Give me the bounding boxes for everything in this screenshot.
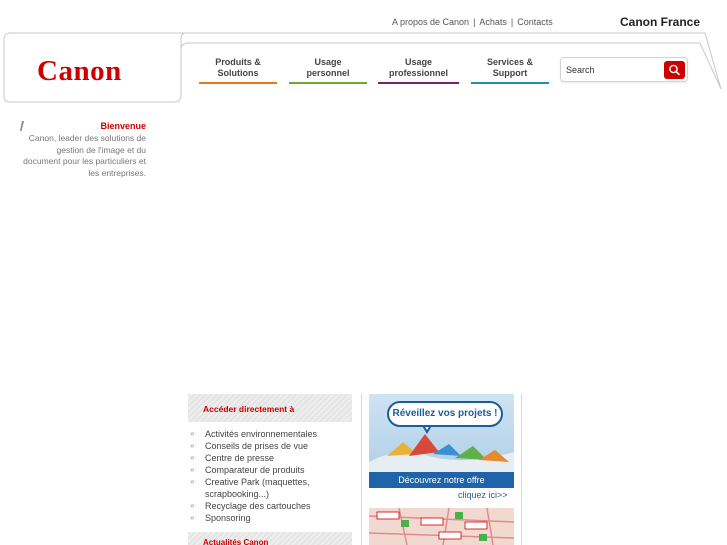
list-item — [188, 464, 352, 476]
nav-products-solutions[interactable] — [199, 57, 277, 84]
list-item — [188, 428, 352, 440]
bullet: » — [190, 465, 195, 474]
nav-label: Solutions — [217, 68, 259, 78]
promo-map-image[interactable] — [369, 508, 514, 545]
nav-label: Usage — [404, 57, 432, 67]
search-input[interactable] — [566, 62, 661, 77]
news-header — [188, 532, 352, 545]
direct-link[interactable]: Activités environnementales — [205, 429, 318, 439]
search-button[interactable] — [664, 61, 685, 79]
promo-headline: Réveillez vos projets ! — [387, 401, 503, 427]
direct-access-panel — [188, 394, 352, 545]
nav-label: Usage — [314, 57, 342, 67]
contacts-link[interactable]: Contacts — [517, 17, 553, 27]
bullet: » — [190, 513, 195, 522]
separator: | — [510, 17, 514, 27]
list-item — [188, 440, 352, 452]
list-item — [188, 452, 352, 464]
welcome-text: Canon, leader des solutions de gestion de l'image et du document pour les particuliers et les entreprises. — [23, 133, 146, 178]
promo-link[interactable]: cliquez ici>> — [458, 490, 508, 500]
direct-link[interactable]: Centre de presse — [205, 453, 275, 463]
nav-label: personnel — [306, 68, 350, 78]
nav-underline — [289, 82, 367, 84]
bullet: » — [190, 477, 195, 486]
direct-link[interactable]: Comparateur de produits — [205, 465, 305, 475]
welcome-block — [22, 121, 146, 179]
direct-access-list — [188, 428, 352, 524]
bullet: » — [190, 429, 195, 438]
purchases-link[interactable]: Achats — [479, 17, 507, 27]
list-item — [188, 512, 352, 524]
list-item — [188, 500, 352, 512]
bullet: » — [190, 501, 195, 510]
column-divider — [521, 394, 522, 545]
search-icon — [664, 61, 685, 79]
nav-label: Support — [492, 68, 528, 78]
direct-link[interactable]: Creative Park (maquettes, scrapbooking...) — [205, 477, 310, 499]
promo-banner[interactable] — [369, 394, 514, 488]
nav-underline — [471, 82, 549, 84]
column-divider — [361, 394, 362, 545]
nav-underline — [378, 82, 459, 84]
direct-link[interactable]: Conseils de prises de vue — [205, 441, 309, 451]
direct-link[interactable]: Sponsoring — [205, 513, 251, 523]
separator: | — [473, 17, 476, 27]
bullet: » — [190, 453, 195, 462]
country-label: Canon France — [620, 15, 701, 29]
nav-label: Produits & — [215, 57, 261, 67]
nav-label: Services & — [486, 57, 534, 67]
map-illustration — [369, 508, 514, 545]
promo-panel[interactable] — [369, 394, 514, 545]
nav-underline — [199, 82, 277, 84]
direct-link[interactable]: Recyclage des cartouches — [205, 501, 311, 511]
about-link[interactable]: A propos de Canon — [392, 17, 470, 27]
promo-cta[interactable]: Découvrez notre offre — [369, 472, 514, 488]
nav-professional-use[interactable] — [378, 57, 459, 84]
search-box — [560, 57, 688, 82]
canon-logo[interactable]: Canon — [37, 55, 122, 87]
list-item — [188, 476, 352, 500]
direct-access-title: Accéder directement à — [188, 394, 352, 422]
nav-services-support[interactable] — [471, 57, 549, 84]
welcome-title: Bienvenue — [100, 121, 146, 131]
bullet: » — [190, 441, 195, 450]
nav-label: professionnel — [388, 68, 448, 78]
news-title: Actualités Canon — [203, 538, 269, 545]
nav-personal-use[interactable] — [289, 57, 367, 84]
